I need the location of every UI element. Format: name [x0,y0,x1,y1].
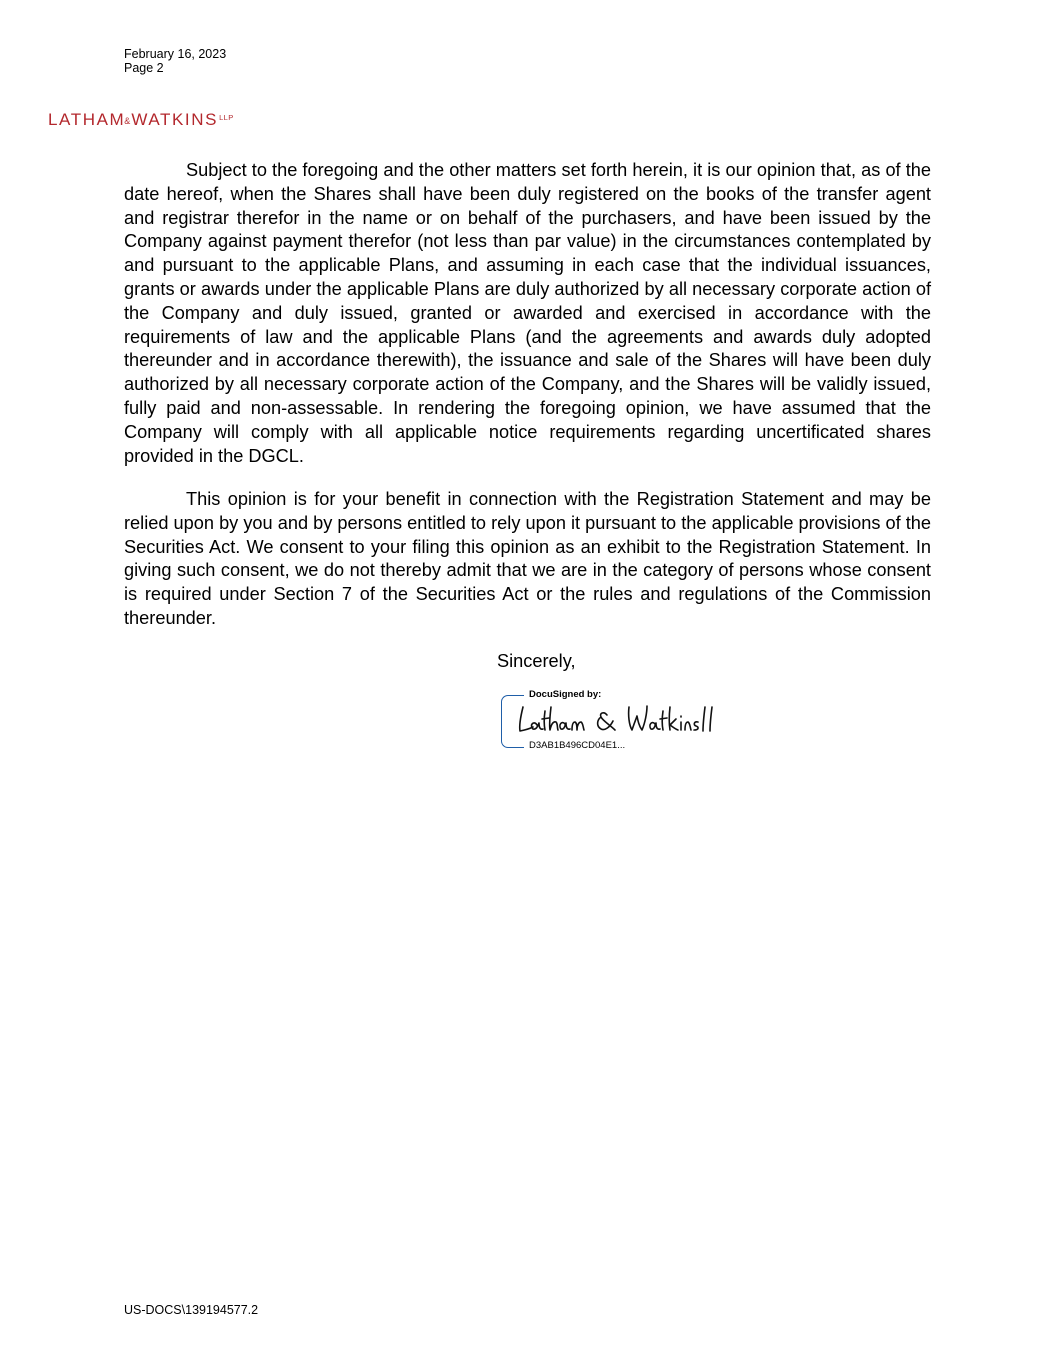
document-reference-id: US-DOCS\139194577.2 [124,1303,259,1317]
letter-date: February 16, 2023 [124,47,227,61]
firm-logo [48,110,234,130]
logo-part-latham: LATHAM [48,110,126,129]
opinion-paragraph: Subject to the foregoing and the other matters set forth herein, it is our opinion that, as of the date hereof, when the Shares shall have been duly registered on the books of the transfer agent and registrar therefor in the name or on behalf of the purchasers, and have been issued by the Company against payment therefor (not less than par value) in the circumstances contemplated by and pursuant to the applicable Plans, and assuming in each case that the individual issuances, grants or awards under the applicable Plans are duly authorized by all necessary corporate action of the Company and duly issued, granted or awarded and exercised in accordance with the requirements of law and the applicable Plans (and the agreements and awards duly adopted thereunder and in accordance therewith), the issuance and sale of the Shares will have been duly authorized by all necessary corporate action of the Company, and the Shares will be validly issued, fully paid and non-assessable. In rendering the foregoing opinion, we have assumed that the Company will comply with all applicable notice requirements regarding uncertificated shares provided in the DGCL. [124,160,931,466]
logo-ampersand: & [124,116,131,126]
logo-part-watkins: WATKINS [131,110,219,129]
page-number: Page 2 [124,61,164,75]
docusign-signature-block [501,689,731,755]
logo-llp: LLP [219,113,234,122]
consent-paragraph: This opinion is for your benefit in connection with the Registration Statement and may be relied upon by you and by persons entitled to rely upon it pursuant to the applicable provisions of the Securities Act. We consent to your filing this opinion as an exhibit to the Registration Statement. In giving such consent, we do not thereby admit that we are in the category of persons whose consent is required under Section 7 of the Securities Act or the rules and regulations of the Commission thereunder. [124,489,931,628]
letter-header [124,47,226,75]
docusign-label: DocuSigned by: [529,689,602,700]
handwritten-signature [515,701,715,737]
closing-salutation: Sincerely, [497,651,576,671]
docusign-envelope-id: D3AB1B496CD04E1... [529,740,626,751]
